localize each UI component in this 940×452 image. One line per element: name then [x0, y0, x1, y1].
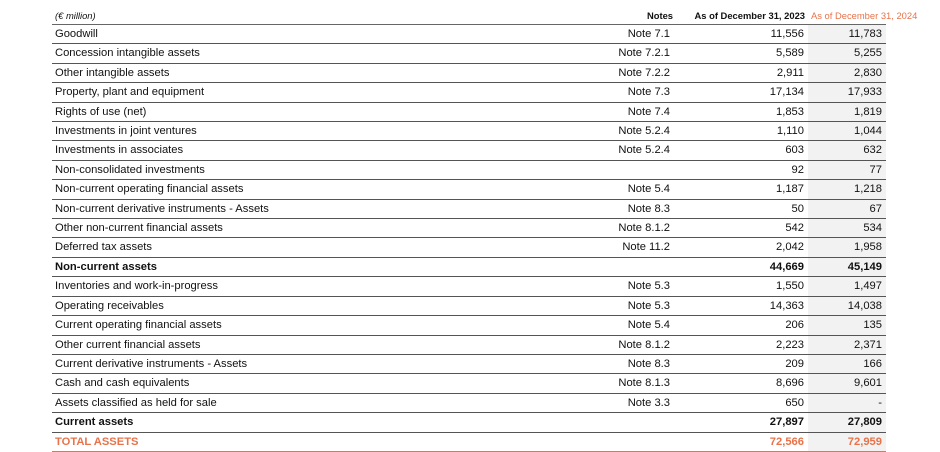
row-label: Investments in associates [52, 141, 514, 160]
table-header-row [52, 8, 886, 25]
row-label: Operating receivables [52, 296, 514, 315]
row-value-2023: 1,550 [676, 277, 808, 296]
table-row [52, 354, 886, 373]
table-row [52, 296, 886, 315]
row-value-2023: 1,110 [676, 122, 808, 141]
row-value-2024: - [808, 393, 886, 412]
row-value-2023: 44,669 [676, 257, 808, 276]
row-label: Current derivative instruments - Assets [52, 354, 514, 373]
row-value-2024: 1,044 [808, 122, 886, 141]
row-note-ref [514, 432, 676, 451]
row-label: Rights of use (net) [52, 102, 514, 121]
row-value-2023: 206 [676, 316, 808, 335]
row-value-2023: 72,566 [676, 432, 808, 451]
row-value-2024: 166 [808, 354, 886, 373]
row-note-ref: Note 8.1.3 [514, 374, 676, 393]
row-value-2023: 2,042 [676, 238, 808, 257]
row-value-2023: 542 [676, 219, 808, 238]
table-row [52, 199, 886, 218]
row-value-2024: 27,809 [808, 413, 886, 432]
row-value-2023: 1,853 [676, 102, 808, 121]
row-value-2024: 135 [808, 316, 886, 335]
row-note-ref: Note 8.3 [514, 354, 676, 373]
row-note-ref: Note 7.3 [514, 83, 676, 102]
row-label: Other current financial assets [52, 335, 514, 354]
row-label: Non-current derivative instruments - Assets [52, 199, 514, 218]
table-row [52, 257, 886, 276]
year-2024-column-header: As of December 31, 2024 [808, 8, 886, 25]
row-value-2024: 1,958 [808, 238, 886, 257]
table-row [52, 180, 886, 199]
row-label: Non-current assets [52, 257, 514, 276]
row-value-2024: 9,601 [808, 374, 886, 393]
table-row [52, 432, 886, 451]
table-row [52, 277, 886, 296]
row-label: Non-current operating financial assets [52, 180, 514, 199]
row-value-2023: 209 [676, 354, 808, 373]
row-note-ref [514, 413, 676, 432]
row-value-2024: 632 [808, 141, 886, 160]
row-value-2024: 2,371 [808, 335, 886, 354]
row-value-2024: 77 [808, 160, 886, 179]
row-label: Current assets [52, 413, 514, 432]
table-row [52, 374, 886, 393]
row-label: Current operating financial assets [52, 316, 514, 335]
table-row [52, 316, 886, 335]
row-value-2023: 650 [676, 393, 808, 412]
row-label: Deferred tax assets [52, 238, 514, 257]
row-value-2023: 92 [676, 160, 808, 179]
row-label: Inventories and work-in-progress [52, 277, 514, 296]
row-value-2024: 1,218 [808, 180, 886, 199]
row-value-2024: 1,819 [808, 102, 886, 121]
table-row [52, 63, 886, 82]
row-value-2023: 1,187 [676, 180, 808, 199]
row-note-ref [514, 160, 676, 179]
row-value-2024: 11,783 [808, 25, 886, 44]
row-value-2023: 2,223 [676, 335, 808, 354]
table-row [52, 413, 886, 432]
row-note-ref: Note 7.4 [514, 102, 676, 121]
row-note-ref: Note 8.1.2 [514, 219, 676, 238]
row-note-ref: Note 5.4 [514, 316, 676, 335]
row-value-2024: 67 [808, 199, 886, 218]
row-value-2024: 2,830 [808, 63, 886, 82]
table-row [52, 393, 886, 412]
row-value-2024: 14,038 [808, 296, 886, 315]
balance-sheet-assets-table [52, 8, 918, 452]
year-2023-column-header: As of December 31, 2023 [676, 8, 808, 25]
row-value-2024: 45,149 [808, 257, 886, 276]
unit-label-header: (€ million) [52, 8, 514, 25]
row-label: Goodwill [52, 25, 514, 44]
row-note-ref: Note 8.3 [514, 199, 676, 218]
table-row [52, 160, 886, 179]
row-value-2023: 14,363 [676, 296, 808, 315]
row-note-ref: Note 3.3 [514, 393, 676, 412]
row-label: TOTAL ASSETS [52, 432, 514, 451]
row-label: Cash and cash equivalents [52, 374, 514, 393]
row-value-2023: 11,556 [676, 25, 808, 44]
row-note-ref: Note 7.2.1 [514, 44, 676, 63]
row-note-ref [514, 257, 676, 276]
table-row [52, 335, 886, 354]
row-value-2023: 27,897 [676, 413, 808, 432]
table-row [52, 122, 886, 141]
row-label: Other intangible assets [52, 63, 514, 82]
row-value-2023: 50 [676, 199, 808, 218]
row-value-2023: 8,696 [676, 374, 808, 393]
table-row [52, 25, 886, 44]
row-value-2023: 17,134 [676, 83, 808, 102]
row-value-2023: 2,911 [676, 63, 808, 82]
row-label: Non-consolidated investments [52, 160, 514, 179]
row-label: Investments in joint ventures [52, 122, 514, 141]
row-value-2024: 72,959 [808, 432, 886, 451]
table-row [52, 141, 886, 160]
row-note-ref: Note 5.2.4 [514, 122, 676, 141]
row-note-ref: Note 5.3 [514, 296, 676, 315]
row-value-2024: 17,933 [808, 83, 886, 102]
row-value-2024: 1,497 [808, 277, 886, 296]
row-note-ref: Note 5.2.4 [514, 141, 676, 160]
notes-column-header: Notes [514, 8, 676, 25]
row-label: Other non-current financial assets [52, 219, 514, 238]
table-row [52, 238, 886, 257]
row-value-2024: 534 [808, 219, 886, 238]
row-note-ref: Note 8.1.2 [514, 335, 676, 354]
row-label: Concession intangible assets [52, 44, 514, 63]
row-note-ref: Note 11.2 [514, 238, 676, 257]
row-note-ref: Note 5.4 [514, 180, 676, 199]
row-value-2023: 603 [676, 141, 808, 160]
table-row [52, 83, 886, 102]
table-row [52, 44, 886, 63]
row-label: Property, plant and equipment [52, 83, 514, 102]
table-row [52, 219, 886, 238]
table-row [52, 102, 886, 121]
row-value-2023: 5,589 [676, 44, 808, 63]
row-label: Assets classified as held for sale [52, 393, 514, 412]
row-note-ref: Note 5.3 [514, 277, 676, 296]
row-note-ref: Note 7.2.2 [514, 63, 676, 82]
row-note-ref: Note 7.1 [514, 25, 676, 44]
row-value-2024: 5,255 [808, 44, 886, 63]
